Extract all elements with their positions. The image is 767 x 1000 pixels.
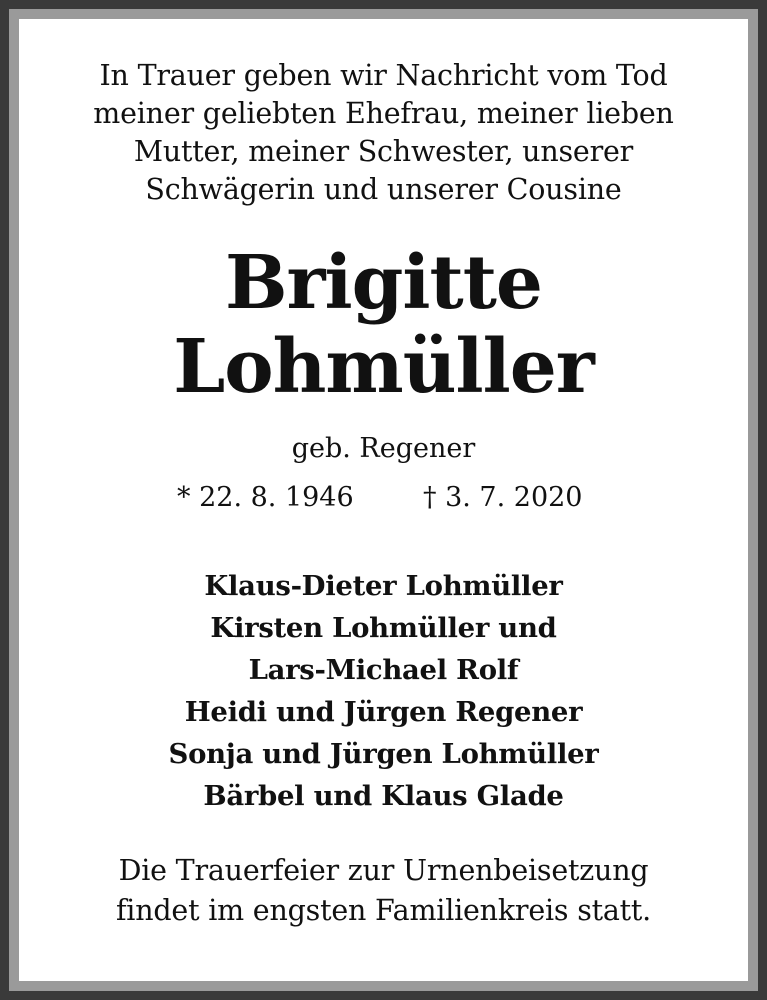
death-date: † 3. 7. 2020 bbox=[423, 482, 583, 513]
funeral-info bbox=[19, 851, 748, 931]
mourners-list bbox=[19, 565, 748, 817]
mourner-entry: Bärbel und Klaus Glade bbox=[203, 780, 564, 812]
notice-frame-inner bbox=[9, 9, 758, 991]
deceased-name bbox=[19, 241, 748, 409]
mourner-entry: Lars-Michael Rolf bbox=[248, 654, 519, 686]
funeral-info-line: Die Trauerfeier zur Urnenbeisetzung bbox=[118, 854, 649, 887]
funeral-info-line: findet im engsten Familienkreis statt. bbox=[115, 894, 652, 927]
announcement-text bbox=[19, 57, 748, 209]
obituary-notice bbox=[19, 19, 748, 981]
birth-date: * 22. 8. 1946 bbox=[177, 482, 354, 513]
mourner-entry: Kirsten Lohmüller und bbox=[210, 612, 557, 644]
announcement-line: Schwägerin und unserer Cousine bbox=[145, 173, 622, 206]
mourner-entry: Heidi und Jürgen Regener bbox=[184, 696, 583, 728]
deceased-first-name: Brigitte bbox=[225, 240, 542, 326]
announcement-line: Mutter, meiner Schwester, unserer bbox=[133, 135, 634, 168]
deceased-last-name: Lohmüller bbox=[173, 324, 594, 410]
maiden-name: geb. Regener bbox=[291, 433, 476, 464]
announcement-line: In Trauer geben wir Nachricht vom Tod bbox=[99, 59, 668, 92]
mourner-entry: Klaus-Dieter Lohmüller bbox=[204, 570, 563, 602]
announcement-line: meiner geliebten Ehefrau, meiner lieben bbox=[93, 97, 674, 130]
mourner-entry: Sonja und Jürgen Lohmüller bbox=[168, 738, 599, 770]
